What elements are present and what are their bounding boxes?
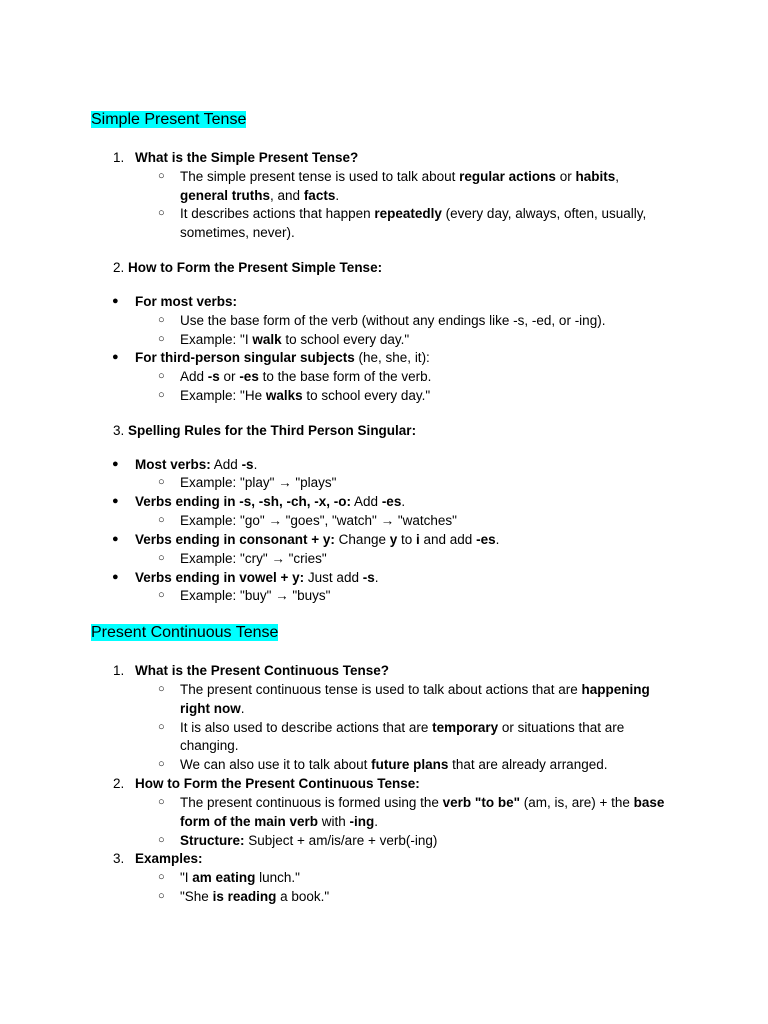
list-item-continuation: sometimes, never). <box>180 225 295 240</box>
list-item-continuation: form of the main verb with -ing. <box>180 814 379 829</box>
circle-bullet-icon: ○ <box>158 514 165 526</box>
list-item-continuation: right now. <box>180 701 245 716</box>
list-item: Verbs ending in consonant + y: Change y to i and add -es. <box>135 532 500 547</box>
list-item-title: 3. Spelling Rules for the Third Person Singular: <box>113 423 417 438</box>
list-item: Example: "buy" → "buys" <box>180 588 331 603</box>
heading-text: Present Continuous Tense <box>91 624 279 641</box>
list-item: Add -s or -es to the base form of the verb. <box>180 369 432 384</box>
circle-bullet-icon: ○ <box>158 589 165 601</box>
circle-bullet-icon: ○ <box>158 333 165 345</box>
bullet-icon: ● <box>112 351 119 363</box>
section-heading-continuous <box>90 623 279 643</box>
list-item: We can also use it to talk about future plans that are already arranged. <box>180 757 608 772</box>
circle-bullet-icon: ○ <box>158 370 165 382</box>
list-item: Verbs ending in -s, -sh, -ch, -x, -o: Add -es. <box>135 494 406 509</box>
list-number: 3. <box>113 851 125 866</box>
list-item: Example: "play" → "plays" <box>180 475 337 490</box>
list-item: Verbs ending in vowel + y: Just add -s. <box>135 570 379 585</box>
circle-bullet-icon: ○ <box>158 552 165 564</box>
circle-bullet-icon: ○ <box>158 683 165 695</box>
list-item: "She is reading a book." <box>180 889 330 904</box>
list-number: 1. <box>113 663 125 678</box>
circle-bullet-icon: ○ <box>158 890 165 902</box>
bullet-icon: ● <box>112 295 119 307</box>
list-item: Example: "He walks to school every day." <box>180 388 431 403</box>
list-item: It is also used to describe actions that are temporary or situations that are <box>180 720 625 735</box>
circle-bullet-icon: ○ <box>158 871 165 883</box>
circle-bullet-icon: ○ <box>158 796 165 808</box>
list-number: 1. <box>113 150 125 165</box>
circle-bullet-icon: ○ <box>158 476 165 488</box>
list-number: 2. <box>113 776 125 791</box>
section-heading-simple <box>90 110 247 130</box>
list-item: "I am eating lunch." <box>180 870 300 885</box>
bullet-icon: ● <box>112 495 119 507</box>
bullet-icon: ● <box>112 458 119 470</box>
list-item: Most verbs: Add -s. <box>135 457 258 472</box>
circle-bullet-icon: ○ <box>158 207 165 219</box>
list-item: For most verbs: <box>135 294 238 309</box>
list-item: The simple present tense is used to talk about regular actions or habits, <box>180 169 619 184</box>
list-item-title: How to Form the Present Continuous Tense: <box>135 776 420 791</box>
list-item: It describes actions that happen repeatedly (every day, always, often, usually, <box>180 206 647 221</box>
list-item-title: What is the Simple Present Tense? <box>135 150 359 165</box>
list-item-title: Examples: <box>135 851 203 866</box>
list-item: Example: "I walk to school every day." <box>180 332 410 347</box>
bullet-icon: ● <box>112 533 119 545</box>
circle-bullet-icon: ○ <box>158 389 165 401</box>
list-item: Use the base form of the verb (without any endings like -s, -ed, or -ing). <box>180 313 606 328</box>
list-item: Structure: Subject + am/is/are + verb(-ing) <box>180 833 438 848</box>
list-item: Example: "go" → "goes", "watch" → "watches" <box>180 513 457 528</box>
list-item-continuation: general truths, and facts. <box>180 188 340 203</box>
circle-bullet-icon: ○ <box>158 170 165 182</box>
list-item-continuation: changing. <box>180 738 239 753</box>
circle-bullet-icon: ○ <box>158 758 165 770</box>
list-item: For third-person singular subjects (he, she, it): <box>135 350 430 365</box>
list-item: Example: "cry" → "cries" <box>180 551 327 566</box>
list-item-title: What is the Present Continuous Tense? <box>135 663 390 678</box>
circle-bullet-icon: ○ <box>158 834 165 846</box>
list-item-title: 2. How to Form the Present Simple Tense: <box>113 260 383 275</box>
heading-text: Simple Present Tense <box>91 111 247 128</box>
list-item: The present continuous tense is used to talk about actions that are happening <box>180 682 650 697</box>
bullet-icon: ● <box>112 571 119 583</box>
circle-bullet-icon: ○ <box>158 314 165 326</box>
circle-bullet-icon: ○ <box>158 721 165 733</box>
list-item: The present continuous is formed using the verb "to be" (am, is, are) + the base <box>180 795 665 810</box>
